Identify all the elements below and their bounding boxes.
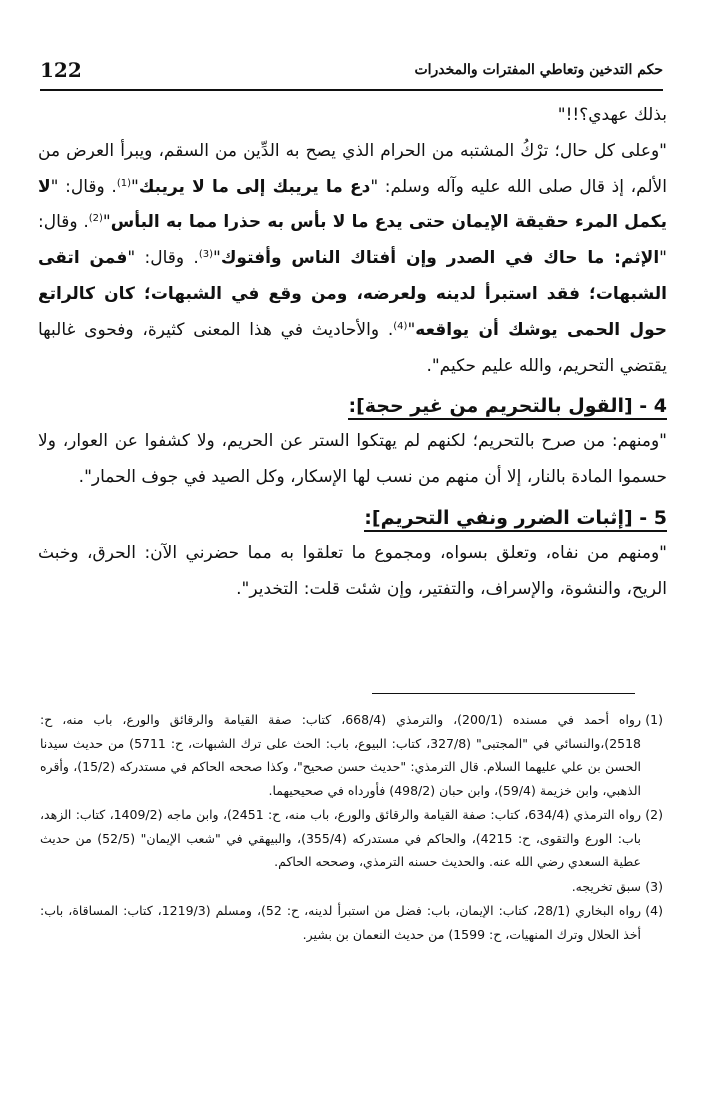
text-run: " xyxy=(131,176,139,197)
footnote-4 xyxy=(40,899,663,946)
paragraph-prohibition: "ومنهم: من صرح بالتحريم؛ لكنهم لم يهتكوا الستر عن الحريم، ولا كشفوا عن العوار، ولا حسموا المادة بالنار، إلا أن منهم من نسب لها الإسكار، وكل الصيد في جوف الحمار". xyxy=(38,431,667,488)
footnote-number: (4) xyxy=(645,903,663,918)
footnote-text: رواه الترمذي (634/4، كتاب: صفة القيامة والرقائق والورع، باب منه، ح: 2451)، وابن ماجه (1409/2، كتاب: الزهد، باب: الورع والتقوى، ح: 4215)، والحاكم في مستدركه (355/4)، والبيهقي في "شعب الإيمان" (52/5) من حديث عطية السعدي رضي الله عنه. والحديث حسنه الترمذي، وصححه الحاكم. xyxy=(40,807,641,869)
text-run: " xyxy=(102,212,111,233)
text-run: . وقال: " xyxy=(50,176,117,197)
footnote-ref: (2) xyxy=(88,213,103,225)
hadith-quote: فمن اتقى الشبهات؛ فقد استبرأ لدينه ولعرضه، ومن وقع في الشبهات؛ كان كالراتع حول الحمى يوشك أن يواقعه xyxy=(38,248,667,340)
section-heading-4 xyxy=(38,384,667,424)
paragraph-continuation: بذلك عهدي؟!!" xyxy=(557,105,667,125)
text-run: . وقال: " xyxy=(127,248,199,269)
page-number: 122 xyxy=(40,58,82,82)
text-run: " xyxy=(213,248,221,269)
footnote-number: (1) xyxy=(645,712,663,727)
footnotes xyxy=(40,708,663,947)
text-run: . والأحاديث في هذا المعنى كثيرة، وفحوى غالبها يقتضي التحريم، والله عليم حكيم". xyxy=(38,319,667,376)
paragraph-harm: "ومنهم من نفاه، وتعلق بسواه، ومجموع ما تعلقوا به مما حضرني الآن: الحرق، وخبث الريح، والنشوة، والإسراف، والتفتير، وإن شئت قلت: التخدير". xyxy=(38,542,667,599)
page-header xyxy=(40,58,663,86)
footnote-separator xyxy=(372,693,635,694)
hadith-quote: لا يكمل المرء حقيقة الإيمان حتى يدع ما لا بأس به حذرا مما به البأس xyxy=(38,176,667,233)
main-text xyxy=(38,98,667,608)
hadith-quote: دع ما يريبك إلى ما لا يريبك xyxy=(138,176,371,197)
footnote-text: سبق تخريجه. xyxy=(571,878,641,894)
footnote-number: (2) xyxy=(645,807,663,822)
section-heading-5 xyxy=(38,496,667,536)
text-run: . وقال: " xyxy=(38,212,667,269)
footnote-ref: (1) xyxy=(116,177,131,189)
header-rule xyxy=(40,89,663,91)
footnote-1 xyxy=(40,708,663,802)
running-title: حكم التدخين وتعاطي المفترات والمخدرات xyxy=(414,62,663,78)
heading-text: 5 - [إثبات الضرر ونفي التحريم]: xyxy=(364,507,667,532)
hadith-quote: الإثم: ما حاك في الصدر وإن أفتاك الناس وأفتوك xyxy=(220,248,660,269)
footnote-3 xyxy=(40,875,663,899)
footnote-ref: (3) xyxy=(198,249,214,261)
heading-text: 4 - [القول بالتحريم من غير حجة]: xyxy=(348,395,667,420)
text-run: "وعلى كل حال؛ ترْكُ المشتبه من الحرام الذي يصح به الدِّين من السقم، ويبرأ العرض من الألم، إذ قال صلى الله عليه وآله وسلم: " xyxy=(38,140,667,197)
paragraph-hadiths xyxy=(38,134,667,385)
footnote-text: رواه البخاري (28/1، كتاب: الإيمان، باب: فضل من استبرأ لدينه، ح: 52)، ومسلم (1219/3، كتاب: المساقاة، باب: أخذ الحلال وترك المنهيات، ح: 1599) من حديث النعمان بن بشير. xyxy=(40,903,641,942)
footnote-text: رواه أحمد في مسنده (200/1)، والترمذي (668/4، كتاب: صفة القيامة والرقائق والورع، باب منه، ح: 2518)،والنسائي في "المجتبى" (327/8، كتاب: البيوع، باب: الحث على ترك الشبهات، ح: 5711) من حديث سيدنا الحسن بن علي عليهما السلام. قال الترمذي: "حديث حسن صحيح"، وكذا صححه الحاكم في مستدركه (15/2)، وأقره الذهبي، وابن خزيمة (59/4)، وابن حبان (498/2) فأورداه في صحيحيهما. xyxy=(40,712,641,798)
footnote-number: (3) xyxy=(645,878,663,894)
footnote-ref: (4) xyxy=(393,320,408,332)
footnote-2 xyxy=(40,803,663,874)
text-run: " xyxy=(407,319,416,340)
